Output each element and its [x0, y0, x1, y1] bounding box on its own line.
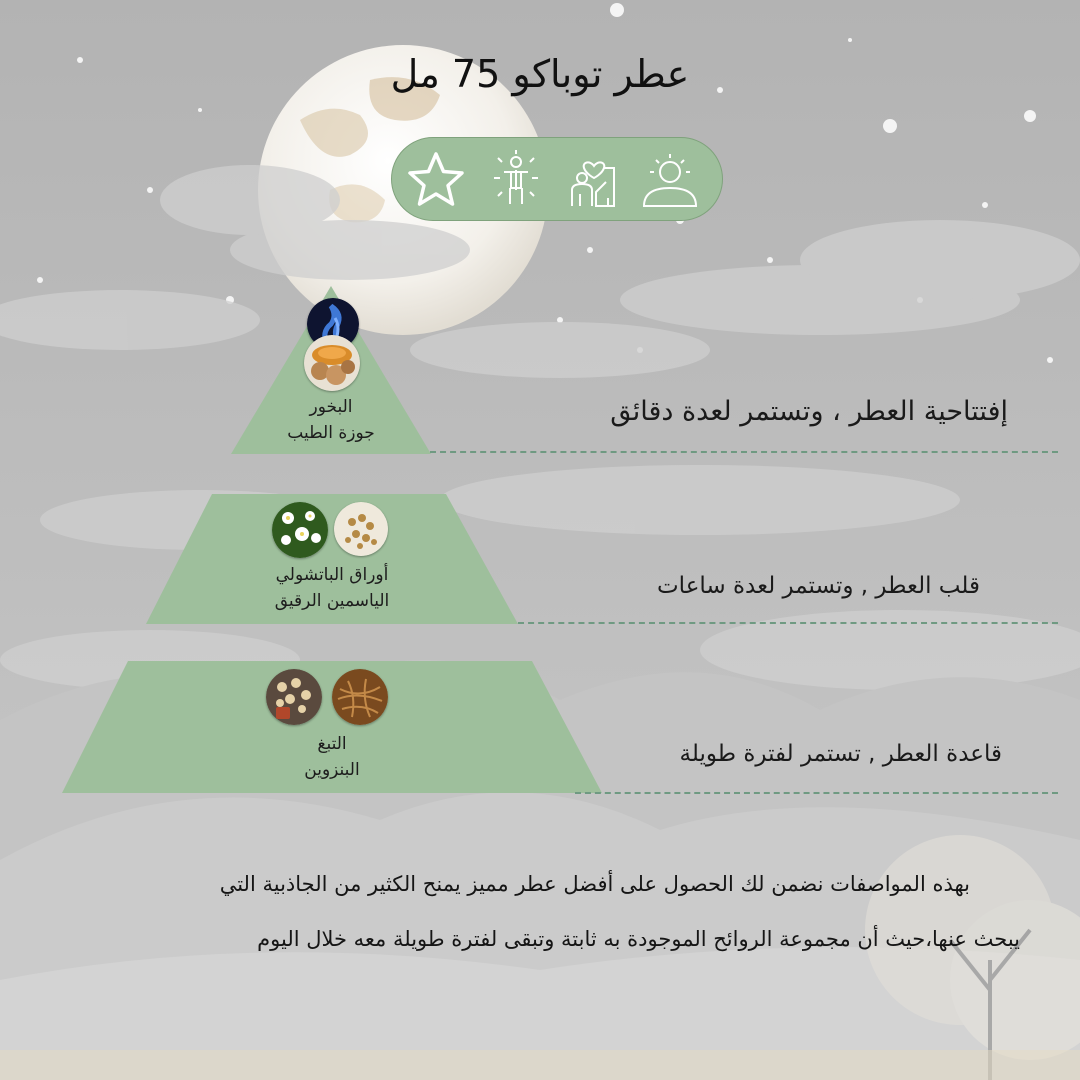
- pyramid-top-tier: [231, 286, 431, 456]
- top-note-1: البخور: [309, 397, 353, 417]
- top-tier-description: إفتتاحية العطر ، وتستمر لعدة دقائق: [610, 396, 1008, 427]
- tobacco-leaves-image: [332, 669, 388, 725]
- top-note-2: جوزة الطيب: [287, 423, 375, 443]
- middle-note-1: أوراق الباتشولي: [275, 565, 389, 585]
- nutmeg-image: [304, 335, 360, 391]
- patchouli-image: [334, 502, 388, 556]
- top-dashed-line: [430, 451, 1058, 453]
- benzoin-resin-image: [266, 669, 322, 725]
- base-note-1: التبغ: [317, 734, 347, 754]
- pyramid-middle-tier: [146, 494, 518, 626]
- middle-dashed-line: [518, 622, 1058, 624]
- person-radiant-icon: [484, 148, 548, 212]
- middle-notes-text: [146, 562, 518, 614]
- love-couple-icon: [562, 148, 626, 212]
- paragraph-line-2: يبحث عنها،حيث أن مجموعة الروائح الموجودة به ثابتة وتبقى لفترة طويلة معه خلال اليوم: [257, 927, 1020, 951]
- pyramid-base-tier: [62, 661, 602, 795]
- middle-tier-description: قلب العطر , وتستمر لعدة ساعات: [657, 573, 980, 599]
- description-paragraph: [70, 868, 1020, 956]
- jasmine-flowers-image: [272, 502, 328, 558]
- base-note-2: البنزوين: [304, 760, 360, 780]
- base-tier-description: قاعدة العطر , تستمر لفترة طويلة: [679, 741, 1002, 767]
- paragraph-line-1: بهذه المواصفات نضمن لك الحصول على أفضل عطر مميز يمنح الكثير من الجاذبية التي: [219, 872, 970, 896]
- base-dashed-line: [575, 792, 1058, 794]
- middle-note-2: الياسمين الرقيق: [274, 591, 390, 611]
- page-title: عطر توباكو 75 مل: [390, 52, 690, 96]
- star-icon: [404, 148, 468, 212]
- top-notes-text: [231, 394, 431, 446]
- icon-bar: [391, 137, 723, 221]
- base-notes-text: [62, 731, 602, 783]
- sunrise-person-icon: [638, 148, 702, 212]
